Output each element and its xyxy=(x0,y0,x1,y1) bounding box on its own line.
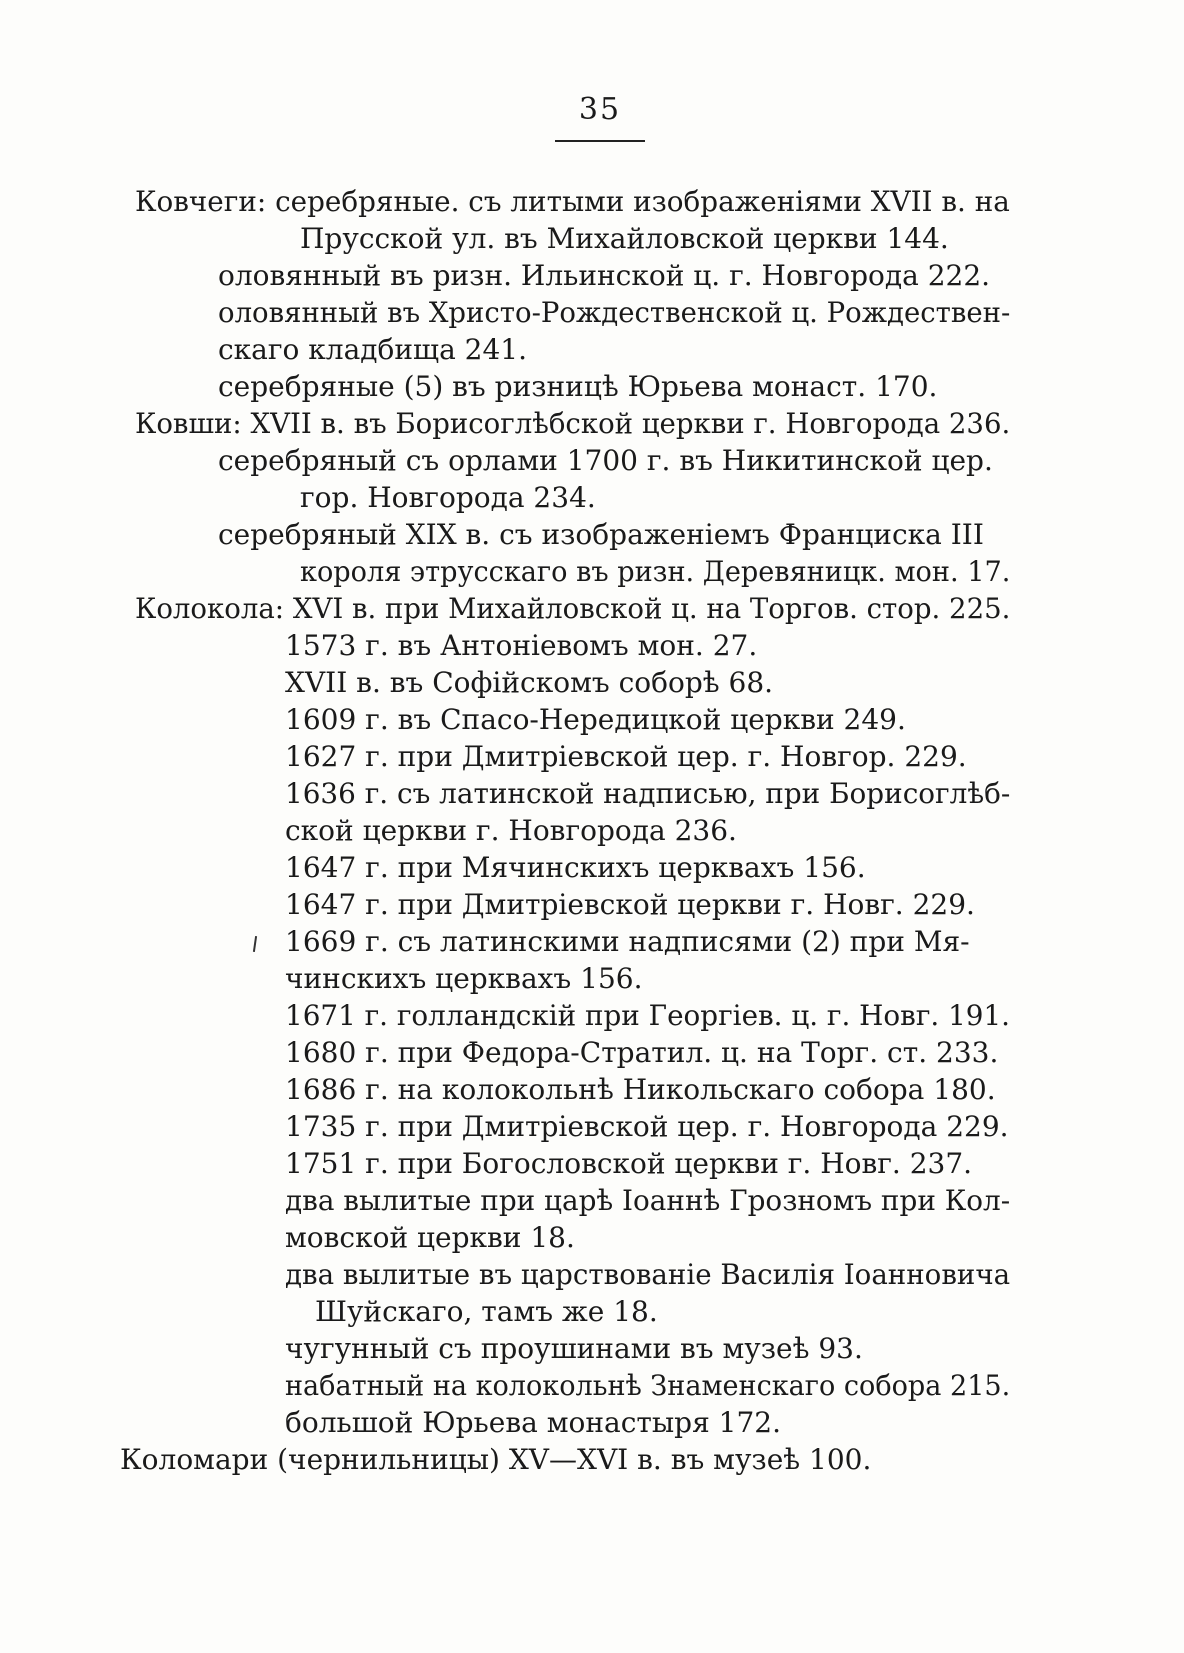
index-line: серебряный XIX в. съ изображеніемъ Франциска III xyxy=(218,518,984,551)
index-line: 1669 г. съ латинскими надписями (2) при Мя- xyxy=(285,925,970,958)
index-line: два вылитые въ царствованіе Василія Іоанновича xyxy=(285,1258,1011,1291)
index-line: чинскихъ церквахъ 156. xyxy=(285,962,643,995)
page-number: 35 xyxy=(578,92,622,127)
index-line: Прусской ул. въ Михайловской церкви 144. xyxy=(300,222,949,255)
index-line: мовской церкви 18. xyxy=(285,1221,575,1254)
index-line: оловянный въ Христо-Рождественской ц. Рождествен- xyxy=(218,296,1011,329)
index-line: серебряные (5) въ ризницѣ Юрьева монаст. 170. xyxy=(218,370,938,403)
index-line: 1627 г. при Дмитріевской цер. г. Новгор. 229. xyxy=(285,740,967,773)
index-line: 1609 г. въ Спасо-Нередицкой церкви 249. xyxy=(285,703,906,736)
index-line: Шуйскаго, тамъ же 18. xyxy=(315,1295,658,1328)
index-line: 1671 г. голландскій при Георгіев. ц. г. Новг. 191. xyxy=(285,999,1011,1032)
index-line: 1686 г. на колокольнѣ Никольскаго собора 180. xyxy=(285,1073,996,1106)
index-line: 1735 г. при Дмитріевской цер. г. Новгорода 229. xyxy=(285,1110,1009,1143)
index-line: Ковчеги: серебряные. съ литыми изображеніями XVII в. на xyxy=(135,185,1010,218)
index-line: Ковши: XVII в. въ Борисоглѣбской церкви г. Новгорода 236. xyxy=(135,407,1011,440)
index-line: гор. Новгорода 234. xyxy=(300,481,596,514)
index-line: короля этрусскаго въ ризн. Деревяницк. мон. 17. xyxy=(300,555,1011,588)
index-line: Коломари (чернильницы) XV—XVI в. въ музеѣ 100. xyxy=(120,1443,872,1476)
index-line: 1647 г. при Дмитріевской церкви г. Новг. 229. xyxy=(285,888,975,921)
index-line: серебряный съ орлами 1700 г. въ Никитинской цер. xyxy=(218,444,993,477)
index-line: чугунный съ проушинами въ музеѣ 93. xyxy=(285,1332,863,1365)
index-line: 1680 г. при Федора-Стратил. ц. на Торг. ст. 233. xyxy=(285,1036,999,1069)
stray-mark xyxy=(253,936,257,952)
index-line: оловянный въ ризн. Ильинской ц. г. Новгорода 222. xyxy=(218,259,991,292)
index-line: два вылитые при царѣ Іоаннѣ Грозномъ при Кол- xyxy=(285,1184,1011,1217)
index-line: ской церкви г. Новгорода 236. xyxy=(285,814,737,847)
page-number-rule xyxy=(555,140,645,142)
index-line: XVII в. въ Софійскомъ соборѣ 68. xyxy=(285,666,774,699)
index-line: 1636 г. съ латинской надписью, при Борисоглѣб- xyxy=(285,777,1011,810)
index-line: 1573 г. въ Антоніевомъ мон. 27. xyxy=(285,629,758,662)
index-line: 1647 г. при Мячинскихъ церквахъ 156. xyxy=(285,851,866,884)
index-line: скаго кладбища 241. xyxy=(218,333,528,366)
index-line: Колокола: XVI в. при Михайловской ц. на Торгов. стор. 225. xyxy=(135,592,1011,625)
index-line: 1751 г. при Богословской церкви г. Новг. 237. xyxy=(285,1147,973,1180)
index-line: набатный на колокольнѣ Знаменскаго собора 215. xyxy=(285,1369,1011,1402)
index-line: большой Юрьева монастыря 172. xyxy=(285,1406,781,1439)
